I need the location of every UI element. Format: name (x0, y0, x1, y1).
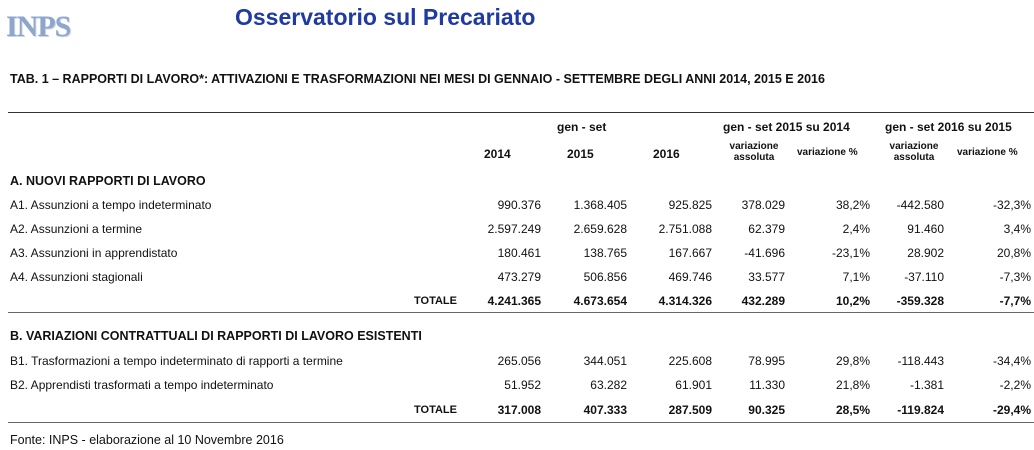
cell-2016: 925.825 (668, 198, 712, 212)
cell-pct-a: 2,4% (842, 222, 870, 236)
total-abs-a: 90.325 (748, 403, 785, 417)
cell-abs-b: -442.580 (896, 198, 944, 212)
total-label: TOTALE (414, 404, 457, 416)
total-pct-b: -29,4% (992, 403, 1031, 417)
row-label: A1. Assunzioni a tempo indeterminato (10, 198, 212, 212)
row-label: B2. Apprendisti trasformati a tempo indeterminato (10, 378, 274, 392)
header-var-pct-b: variazione % (957, 147, 1018, 158)
page-title: Osservatorio sul Precariato (235, 4, 536, 30)
source-note: Fonte: INPS - elaborazione al 10 Novembre 2016 (10, 433, 284, 447)
cell-pct-b: 20,8% (996, 246, 1031, 260)
cell-2016: 61.901 (675, 378, 712, 392)
total-2014: 317.008 (497, 403, 541, 417)
header-var-abs-a (725, 141, 783, 163)
header-group-2015-vs-2014: gen - set 2015 su 2014 (723, 120, 850, 134)
total-2015: 407.333 (583, 403, 627, 417)
header-var-abs-b-line1: variazione (889, 141, 939, 152)
cell-abs-b: -1.381 (909, 378, 944, 392)
header-var-abs-a-line2: assoluta (733, 152, 775, 163)
section-b-title: B. VARIAZIONI CONTRATTUALI DI RAPPORTI DI LAVORO ESISTENTI (10, 329, 422, 343)
cell-abs-a: 62.379 (748, 222, 785, 236)
cell-2016: 469.746 (668, 270, 712, 284)
cell-2015: 63.282 (590, 378, 627, 392)
cell-abs-a: 378.029 (741, 198, 785, 212)
cell-2014: 2.597.249 (487, 222, 541, 236)
total-pct-a: 28,5% (835, 403, 870, 417)
total-label: TOTALE (414, 295, 457, 307)
header-var-pct-a: variazione % (797, 147, 858, 158)
cell-2016: 225.608 (668, 354, 712, 368)
total-2014: 4.241.365 (487, 294, 541, 308)
cell-pct-a: 7,1% (842, 270, 870, 284)
cell-abs-b: 28.902 (907, 246, 944, 260)
cell-pct-b: -2,2% (999, 378, 1031, 392)
cell-abs-a: 33.577 (748, 270, 785, 284)
table-top-rule (8, 112, 1034, 113)
cell-pct-a: 38,2% (835, 198, 870, 212)
table-title: TAB. 1 – RAPPORTI DI LAVORO*: ATTIVAZIONI E TRASFORMAZIONI NEI MESI DI GENNAIO - SETTEMBRE DEGLI ANNI 2014, 2015 E 2016 (10, 72, 825, 86)
header-2014: 2014 (484, 147, 511, 161)
total-2015: 4.673.654 (573, 294, 627, 308)
total-pct-b: -7,7% (999, 294, 1031, 308)
cell-pct-b: 3,4% (1003, 222, 1031, 236)
cell-abs-b: -118.443 (897, 354, 944, 368)
cell-2015: 138.765 (583, 246, 627, 260)
total-abs-b: -119.824 (897, 403, 944, 417)
cell-pct-b: -34,4% (992, 354, 1031, 368)
total-2016: 4.314.326 (658, 294, 712, 308)
cell-2014: 990.376 (497, 198, 541, 212)
row-label: A3. Assunzioni in apprendistato (10, 246, 178, 260)
cell-abs-a: 78.995 (748, 354, 785, 368)
row-label: A4. Assunzioni stagionali (10, 270, 143, 284)
section-divider (8, 312, 1034, 313)
cell-pct-b: -32,3% (992, 198, 1031, 212)
cell-2016: 2.751.088 (658, 222, 712, 236)
cell-2015: 2.659.628 (573, 222, 627, 236)
cell-pct-a: 29,8% (835, 354, 870, 368)
cell-2014: 265.056 (497, 354, 541, 368)
header-2016: 2016 (653, 147, 680, 161)
row-label: A2. Assunzioni a termine (10, 222, 143, 236)
total-abs-a: 432.289 (741, 294, 785, 308)
header-group-2016-vs-2015: gen - set 2016 su 2015 (885, 120, 1012, 134)
cell-abs-a: 11.330 (749, 378, 785, 392)
cell-abs-b: 91.460 (907, 222, 944, 236)
cell-2015: 344.051 (583, 354, 627, 368)
cell-2015: 1.368.405 (573, 198, 627, 212)
header-var-abs-a-line1: variazione (729, 141, 779, 152)
table-bottom-rule (8, 422, 1034, 423)
cell-abs-b: -37.110 (904, 270, 944, 284)
header-var-abs-b (885, 141, 943, 163)
cell-2016: 167.667 (668, 246, 712, 260)
header-2015: 2015 (567, 147, 594, 161)
header-group-gen-set: gen - set (557, 120, 607, 134)
cell-2014: 180.461 (497, 246, 541, 260)
section-a-title: A. NUOVI RAPPORTI DI LAVORO (10, 174, 206, 188)
cell-pct-a: 21,8% (835, 378, 870, 392)
header-var-abs-b-line2: assoluta (893, 152, 935, 163)
cell-2014: 51.952 (504, 378, 541, 392)
cell-abs-a: -41.696 (744, 246, 785, 260)
cell-2014: 473.279 (497, 270, 541, 284)
total-pct-a: 10,2% (835, 294, 870, 308)
cell-pct-a: -23,1% (831, 246, 870, 260)
total-2016: 287.509 (668, 403, 712, 417)
inps-logo: INPS (6, 10, 71, 43)
row-label: B1. Trasformazioni a tempo indeterminato di rapporti a termine (10, 354, 343, 368)
total-abs-b: -359.328 (896, 294, 944, 308)
cell-pct-b: -7,3% (999, 270, 1031, 284)
cell-2015: 506.856 (583, 270, 627, 284)
